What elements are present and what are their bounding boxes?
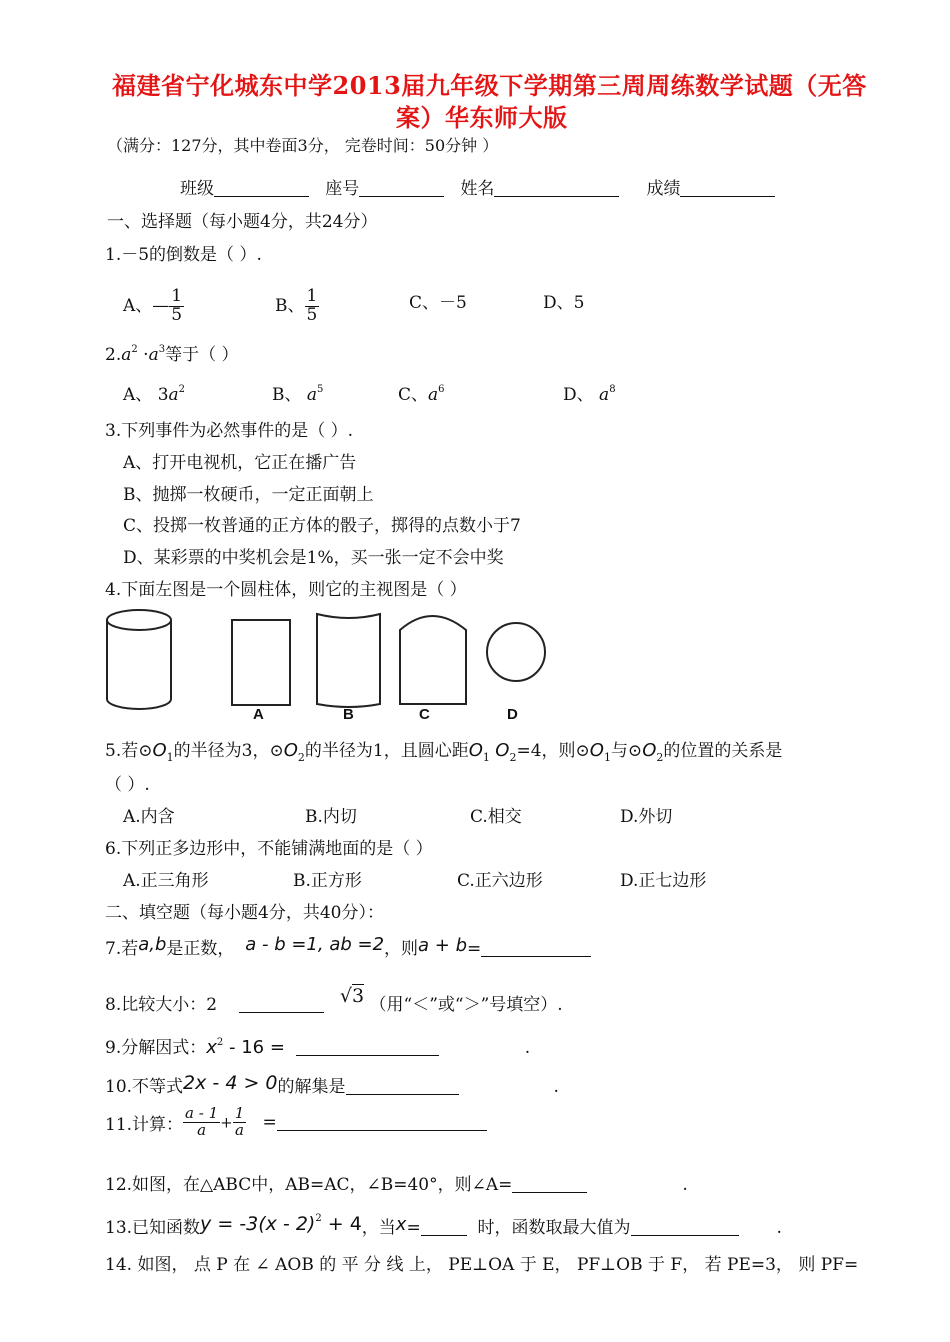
- q5-text-1: 5.若⊙: [105, 741, 153, 761]
- question-11: [105, 1106, 487, 1139]
- q2-a-label: A、: [123, 385, 153, 405]
- q2-exp-3: 3: [158, 344, 166, 355]
- question-6-stem: 6.下列正多边形中，不能铺满地面的是（ ）: [105, 839, 433, 859]
- q6-option-a: A.正三角形: [123, 871, 209, 891]
- q8-text-1: 8.比较大小：2: [105, 995, 218, 1015]
- q6-option-b: B.正方形: [293, 871, 362, 891]
- q2-base-a2: a: [148, 345, 159, 365]
- q2-option-b: [272, 380, 323, 405]
- name-label: 姓名: [460, 179, 495, 199]
- page-title: 福建省宁化城东中学2013届九年级下学期第三周周练数学试题（无答: [112, 71, 867, 100]
- question-4-stem: 4.下面左图是一个圆柱体，则它的主视图是（ ）: [105, 580, 467, 600]
- q12-dot: .: [682, 1175, 688, 1195]
- q1-a-denominator: 5: [171, 304, 183, 325]
- q11-den-1: a: [197, 1120, 207, 1139]
- q2-base-a: a: [121, 345, 132, 365]
- option-b-shape: [317, 614, 380, 707]
- q3-option-a: A、打开电视机，它正在播广告: [123, 453, 357, 473]
- class-label: 班级: [180, 179, 214, 199]
- q3-option-d: D、某彩票的中奖机会是1%，买一张一定不会中奖: [123, 548, 504, 568]
- question-9: [105, 1033, 530, 1058]
- q2-exp-2: 2: [131, 344, 138, 355]
- q5-o1-b-sub: 1: [482, 751, 490, 764]
- q9-expr: - 16 =: [223, 1037, 285, 1058]
- q7-answer-blank[interactable]: [481, 940, 591, 957]
- q1-a-fraction: [169, 288, 184, 325]
- option-c-shape: [400, 616, 466, 704]
- q11-plus: +: [220, 1113, 233, 1132]
- q2-option-a: [123, 380, 185, 405]
- score-blank[interactable]: [680, 180, 775, 197]
- q10-answer-blank[interactable]: [346, 1078, 459, 1095]
- q6-option-d: D.正七边形: [620, 871, 707, 891]
- question-5-stem: [105, 736, 782, 764]
- q2-b-label: B、: [272, 385, 302, 405]
- q12-text: 12.如图，在△ABC中，AB=AC，∠B=40°，则∠A=: [105, 1175, 513, 1195]
- cylinder-figure: [107, 610, 171, 709]
- q9-exp: 2: [216, 1037, 224, 1048]
- q2-option-c: [398, 380, 445, 405]
- q5-o1-a: O: [152, 740, 167, 761]
- q9-text: 9.分解因式：: [105, 1038, 207, 1058]
- question-2-options: [123, 380, 683, 404]
- q5-o1-c-sub: 1: [603, 751, 611, 764]
- q13-dot: .: [776, 1218, 782, 1238]
- q5-o2-c-sub: 2: [656, 751, 664, 764]
- q13-text-2: ，当: [361, 1218, 396, 1238]
- q4-label-d: D: [507, 706, 518, 723]
- class-blank[interactable]: [214, 180, 309, 197]
- q1-a-numerator: 1: [171, 286, 183, 306]
- q5-answer-line: （ ）.: [105, 775, 150, 795]
- q2-a-base: a: [168, 385, 179, 405]
- q13-text-3: 时，函数取最大值为: [477, 1218, 631, 1238]
- q5-o2-b-sub: 2: [509, 751, 517, 764]
- q2-d-label: D、: [563, 385, 594, 405]
- q7-eq: =: [467, 939, 482, 959]
- q13-expr: y = -3(x - 2): [200, 1213, 316, 1235]
- q2-a-exp: 2: [178, 384, 186, 395]
- seat-label: 座号: [325, 179, 360, 199]
- question-10: [105, 1072, 559, 1097]
- q5-option-b: B.内切: [305, 807, 357, 827]
- q2-c-label: C、: [398, 385, 429, 405]
- q7-vars: a,b: [138, 934, 167, 955]
- q9-answer-blank[interactable]: [296, 1039, 439, 1056]
- question-2-stem: $2.a^2 \cdot a^3$等于（ ）: [105, 344, 239, 365]
- q2-number: 2.: [105, 345, 122, 365]
- q1-b-numerator: 1: [306, 286, 318, 306]
- q5-option-d: D.外切: [620, 807, 673, 827]
- q5-text-6: 的位置的关系是: [663, 741, 783, 761]
- question-1-stem: 1.－5的倒数是（ ）.: [105, 245, 262, 265]
- q11-fraction-2: [233, 1106, 247, 1139]
- q5-option-a: A.内含: [123, 807, 175, 827]
- q7-text-1: 7.若: [105, 939, 139, 959]
- q11-num-2: 1: [234, 1104, 245, 1122]
- q10-expr: 2x - 4 > 0: [183, 1072, 278, 1094]
- q2-a-coef: 3: [157, 385, 169, 405]
- q5-o1-c: O: [589, 740, 604, 761]
- q8-sqrt: √3: [339, 985, 365, 1007]
- page-title-line2: 案）华东师大版: [396, 103, 568, 132]
- q5-option-c: C.相交: [470, 807, 522, 827]
- q5-o2-c: O: [642, 740, 657, 761]
- q7-condition: a - b =1, ab =2: [245, 934, 385, 955]
- question-8: [105, 985, 563, 1015]
- q2-b-base: a: [306, 385, 318, 405]
- q5-o2-a: O: [283, 740, 298, 761]
- q8-radicand: 3: [352, 985, 365, 1007]
- q1-option-a-label: A、—: [123, 295, 170, 316]
- q2-d-base: a: [599, 385, 610, 405]
- question-3-stem: 3.下列事件为必然事件的是（ ）.: [105, 421, 354, 441]
- q1-b-denominator: 5: [306, 304, 318, 325]
- q13-text-1: 13.已知函数: [105, 1218, 201, 1238]
- q2-option-d: [563, 380, 616, 405]
- q10-text-2: 的解集是: [277, 1077, 346, 1097]
- seat-blank[interactable]: [359, 180, 444, 197]
- q1-option-b: [275, 288, 319, 325]
- q5-text-3: 的半径为1，且圆心距: [304, 741, 469, 761]
- section-2-heading: 二、填空题（每小题4分，共40分）：: [105, 903, 384, 923]
- q7-expr: a + b: [418, 935, 468, 956]
- question-7: [105, 934, 591, 959]
- q11-answer-blank[interactable]: [277, 1114, 487, 1131]
- q5-text-4: =4，则⊙: [516, 741, 590, 761]
- q8-answer-blank[interactable]: [239, 996, 324, 1013]
- q11-num-1: a - 1: [185, 1104, 219, 1122]
- q5-text-5: 与⊙: [610, 741, 643, 761]
- q5-o1-b: O: [468, 740, 483, 761]
- exam-meta: （满分：127分，其中卷面3分， 完卷时间：50分钟 ）: [107, 136, 499, 155]
- q1-option-c: C、－5: [409, 293, 467, 313]
- q4-label-a: A: [253, 706, 264, 723]
- q2-c-exp: 6: [438, 384, 445, 395]
- q1-b-fraction: [305, 288, 320, 325]
- q9-dot: .: [524, 1038, 531, 1058]
- q1-option-a: [123, 288, 184, 325]
- q2-stem-text: 等于（ ）: [165, 345, 239, 365]
- q10-text-1: 10.不等式: [105, 1077, 184, 1097]
- q13-blank-2[interactable]: [631, 1219, 739, 1236]
- option-a-rectangle: [232, 620, 290, 705]
- section-1-heading: 一、选择题（每小题4分，共24分）: [107, 212, 378, 232]
- q11-den-2: a: [235, 1120, 244, 1139]
- q13-exp: 2: [315, 1213, 322, 1224]
- q1-option-d: D、5: [543, 293, 585, 313]
- question-12: [105, 1170, 688, 1195]
- q5-o1-a-sub: 1: [166, 751, 174, 764]
- q4-figure: [104, 604, 574, 722]
- q3-option-b: B、抛掷一枚硬币，一定正面朝上: [123, 485, 374, 505]
- q2-d-exp: 8: [609, 384, 616, 395]
- q5-o2-b: O: [495, 740, 510, 761]
- q11-text: 11.计算：: [105, 1114, 184, 1135]
- info-fields: [180, 174, 775, 199]
- score-label: 成绩: [646, 179, 681, 199]
- q4-label-b: B: [343, 706, 354, 723]
- option-d-circle: [487, 623, 545, 681]
- q5-o2-a-sub: 2: [297, 751, 305, 764]
- q7-text-2: 是正数，: [166, 939, 235, 959]
- q7-text-3: ，则: [384, 939, 419, 959]
- q3-option-c: C、投掷一枚普通的正方体的骰子，掷得的点数小于7: [123, 516, 521, 536]
- question-13: [105, 1213, 782, 1238]
- q12-answer-blank[interactable]: [512, 1176, 587, 1193]
- q8-text-2: （用“＜”或“＞”号填空）.: [369, 995, 563, 1015]
- q9-x: x: [206, 1037, 217, 1058]
- q5-text-2: 的半径为3，⊙: [173, 741, 284, 761]
- q2-b-exp: 5: [317, 384, 324, 395]
- q4-label-c: C: [419, 706, 430, 723]
- q2-c-base: a: [428, 385, 439, 405]
- question-1-options: [123, 274, 623, 324]
- q13-blank-1[interactable]: [421, 1219, 467, 1236]
- q10-dot: .: [553, 1077, 559, 1097]
- q13-tail: + 4: [321, 1213, 362, 1235]
- question-14: 14. 如图， 点 P 在 ∠ AOB 的 平 分 线 上， PE⊥OA 于 E， PF⊥OB 于 F， 若 PE=3， 则 PF=: [105, 1255, 859, 1275]
- q1-option-b-label: B、: [275, 295, 305, 316]
- q13-eq: =: [406, 1218, 421, 1238]
- q13-x: x: [395, 1214, 407, 1235]
- q11-eq: =: [262, 1112, 277, 1133]
- q6-option-c: C.正六边形: [457, 871, 543, 891]
- name-blank[interactable]: [494, 180, 619, 197]
- q11-fraction-1: [183, 1106, 220, 1139]
